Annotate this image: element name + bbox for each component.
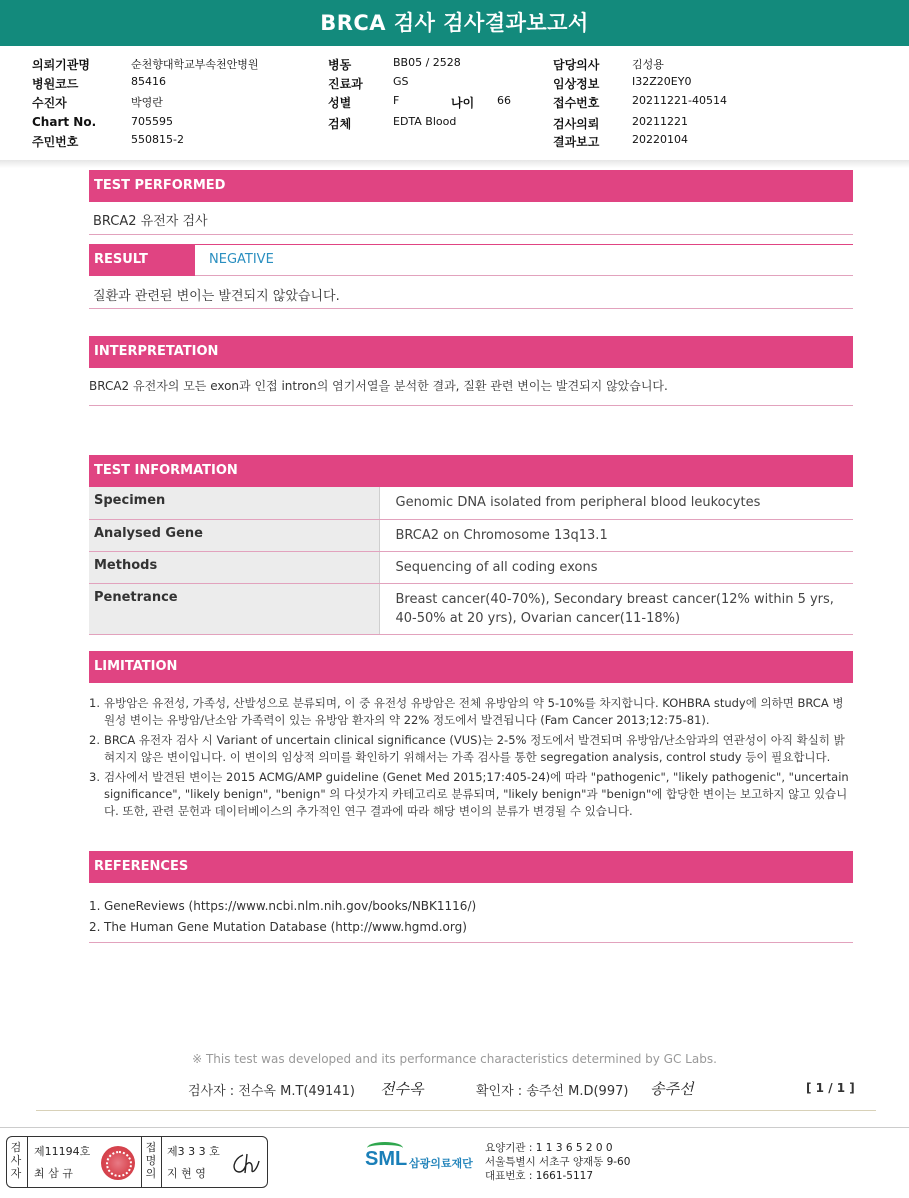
divider xyxy=(161,1137,162,1187)
field-value: 20211221 xyxy=(632,115,688,128)
references-list xyxy=(89,896,853,938)
divider xyxy=(89,942,853,943)
official-seal-icon xyxy=(101,1146,135,1180)
result-text: 질환과 관련된 변이는 발견되지 않았습니다. xyxy=(93,289,340,304)
row-label: Analysed Gene xyxy=(89,519,379,551)
row-value: Genomic DNA isolated from peripheral blood leukocytes xyxy=(379,487,853,519)
divider xyxy=(27,1137,28,1187)
list-item xyxy=(89,769,853,820)
test-information-table xyxy=(89,487,853,635)
field-label: 수진자 xyxy=(32,96,67,110)
limitation-list xyxy=(89,695,853,823)
row-value: BRCA2 on Chromosome 13q13.1 xyxy=(379,519,853,551)
field-value: EDTA Blood xyxy=(393,115,457,128)
field-value: 김성용 xyxy=(632,58,664,71)
list-item xyxy=(89,695,853,729)
logo-name: 삼광의료재단 xyxy=(409,1157,473,1170)
list-item xyxy=(89,732,853,766)
row-value: Sequencing of all coding exons xyxy=(379,551,853,583)
footer-divider xyxy=(0,1127,909,1128)
certifier-name: 최 삼 규 xyxy=(34,1167,73,1180)
confirmer: 확인자 : 송주선 M.D(997) xyxy=(476,1084,629,1099)
list-item xyxy=(89,896,853,917)
confirmer-signature: 송주선 xyxy=(650,1080,694,1098)
field-label: 검체 xyxy=(328,117,352,131)
row-value: Breast cancer(40-70%), Secondary breast cancer(12% within 5 yrs, 40-50% at 20 yrs), Ovarian cancer(11-18%) xyxy=(379,583,853,634)
item-text: 검사에서 발견된 변이는 2015 ACMG/AMP guideline (Genet Med 2015;17:405-24)에 따라 "pathogenic", "likely pathogenic", "uncertain significance", "likely benign", "benign" 의 다섯가지 카테고리로 분류되며, "likely benign"과 "benign"에 합당한 변이는 보고하지 않고 있습니다. 또한, 관련 문헌과 데이터베이스의 추가적인 연구 결과에 따라 해당 변이의 분류가 변경될 수 있습니다. xyxy=(104,770,849,818)
field-value: I32Z20EY0 xyxy=(632,75,692,88)
item-number: 1. xyxy=(89,899,101,913)
field-label: 접수번호 xyxy=(553,96,600,110)
reference-text: GeneReviews (https://www.ncbi.nlm.nih.gov/books/NBK1116/) xyxy=(104,899,477,913)
item-number: 2. xyxy=(89,920,101,934)
section-heading-references: REFERENCES xyxy=(89,851,853,883)
age-label: 나이 xyxy=(451,96,475,110)
table-row xyxy=(89,583,853,634)
item-text: BRCA 유전자 검사 시 Variant of uncertain clinical significance (VUS)는 2-5% 정도에서 발견되며 유방암/난소암과의 연관성이 아직 확실히 밝혀지지 않은 변이입니다. 이 변이의 임상적 의미를 확인하기 위해서는 가족 검사를 통한 segregation analysis, control study 등이 필요합니다. xyxy=(104,733,845,764)
item-text: 유방암은 유전성, 가족성, 산발성으로 분류되며, 이 중 유전성 유방암은 전체 유방암의 약 5-10%를 차지합니다. KOHBRA study에 의하면 BRCA 병원성 변이는 유방암/난소암 가족력이 있는 유방암 환자의 약 22% 정도에서 발견됩니다 (Fam Cancer 2013;12:75-81). xyxy=(104,696,844,727)
divider xyxy=(89,234,853,235)
item-number: 1. xyxy=(89,696,100,710)
row-label: Methods xyxy=(89,551,379,583)
interpretation-text: BRCA2 유전자의 모든 exon과 인접 intron의 염기서열을 분석한 결과, 질환 관련 변이는 발견되지 않았습니다. xyxy=(89,379,668,393)
section-heading-limitation: LIMITATION xyxy=(89,651,853,683)
field-value: GS xyxy=(393,75,409,88)
field-label: 결과보고 xyxy=(553,135,600,149)
field-label: 검사의뢰 xyxy=(553,117,600,131)
field-label: 임상정보 xyxy=(553,77,600,91)
reference-text: The Human Gene Mutation Database (http://www.hgmd.org) xyxy=(104,920,467,934)
page-number: [ 1 / 1 ] xyxy=(806,1081,855,1095)
field-value: 20220104 xyxy=(632,133,688,146)
list-item xyxy=(89,917,853,938)
divider xyxy=(141,1137,142,1187)
field-label: 병원코드 xyxy=(32,77,79,91)
certification-stamp xyxy=(6,1136,268,1188)
tester: 검사자 : 전수옥 M.T(49141) xyxy=(188,1084,355,1099)
row-label: Penetrance xyxy=(89,583,379,634)
field-label: 진료과 xyxy=(328,77,363,91)
stamp-label: 접명의 xyxy=(145,1141,157,1180)
address-line: 요양기관 : 1 1 3 6 5 2 0 0 xyxy=(485,1142,613,1154)
tester-signature: 전수옥 xyxy=(380,1080,424,1098)
license-number: 제3 3 3 호 xyxy=(167,1145,220,1158)
section-heading-interpretation: INTERPRETATION xyxy=(89,336,853,368)
field-value: 705595 xyxy=(131,115,173,128)
field-value: 순천향대학교부속천안병원 xyxy=(131,58,259,71)
field-value: BB05 / 2528 xyxy=(393,56,461,69)
signature-icon xyxy=(229,1151,265,1177)
test-performed-text: BRCA2 유전자 검사 xyxy=(93,214,208,229)
address-line: 서울특별시 서초구 양재동 9-60 xyxy=(485,1156,631,1168)
section-heading-test-performed: TEST PERFORMED xyxy=(89,170,853,202)
report-title: BRCA 검사 검사결과보고서 xyxy=(0,0,909,46)
field-value: 85416 xyxy=(131,75,166,88)
field-value: 박영란 xyxy=(131,96,163,109)
divider xyxy=(89,405,853,406)
field-label: 담당의사 xyxy=(553,58,600,72)
field-label: 의뢰기관명 xyxy=(32,58,90,72)
field-label: 병동 xyxy=(328,58,352,72)
table-row xyxy=(89,519,853,551)
item-number: 2. xyxy=(89,733,100,747)
field-label: 성별 xyxy=(328,96,352,110)
field-value: F xyxy=(393,94,400,107)
section-heading-result: RESULT xyxy=(89,244,195,276)
field-label: 주민번호 xyxy=(32,135,79,149)
institution-address xyxy=(485,1141,630,1183)
logo-text: SML xyxy=(365,1148,408,1170)
table-row xyxy=(89,487,853,519)
field-value: 550815-2 xyxy=(131,133,184,146)
result-value-box xyxy=(195,244,853,276)
signature-row xyxy=(0,1078,909,1100)
header-divider xyxy=(0,160,909,168)
certifier-name: 지 현 영 xyxy=(167,1167,206,1180)
table-row xyxy=(89,551,853,583)
license-number: 제11194호 xyxy=(34,1145,91,1158)
item-number: 3. xyxy=(89,770,100,784)
field-value: 20211221-40514 xyxy=(632,94,727,107)
row-label: Specimen xyxy=(89,487,379,519)
age-value: 66 xyxy=(497,94,511,107)
result-value: NEGATIVE xyxy=(209,252,274,267)
divider xyxy=(89,308,853,309)
address-line: 대표번호 : 1661-5117 xyxy=(485,1170,594,1182)
patient-info xyxy=(0,50,909,158)
field-label: Chart No. xyxy=(32,115,97,129)
disclaimer: ※ This test was developed and its performance characteristics determined by GC Labs. xyxy=(192,1052,717,1066)
section-heading-test-information: TEST INFORMATION xyxy=(89,455,853,487)
stamp-label: 검사자 xyxy=(10,1141,22,1180)
footer-divider xyxy=(36,1110,876,1111)
